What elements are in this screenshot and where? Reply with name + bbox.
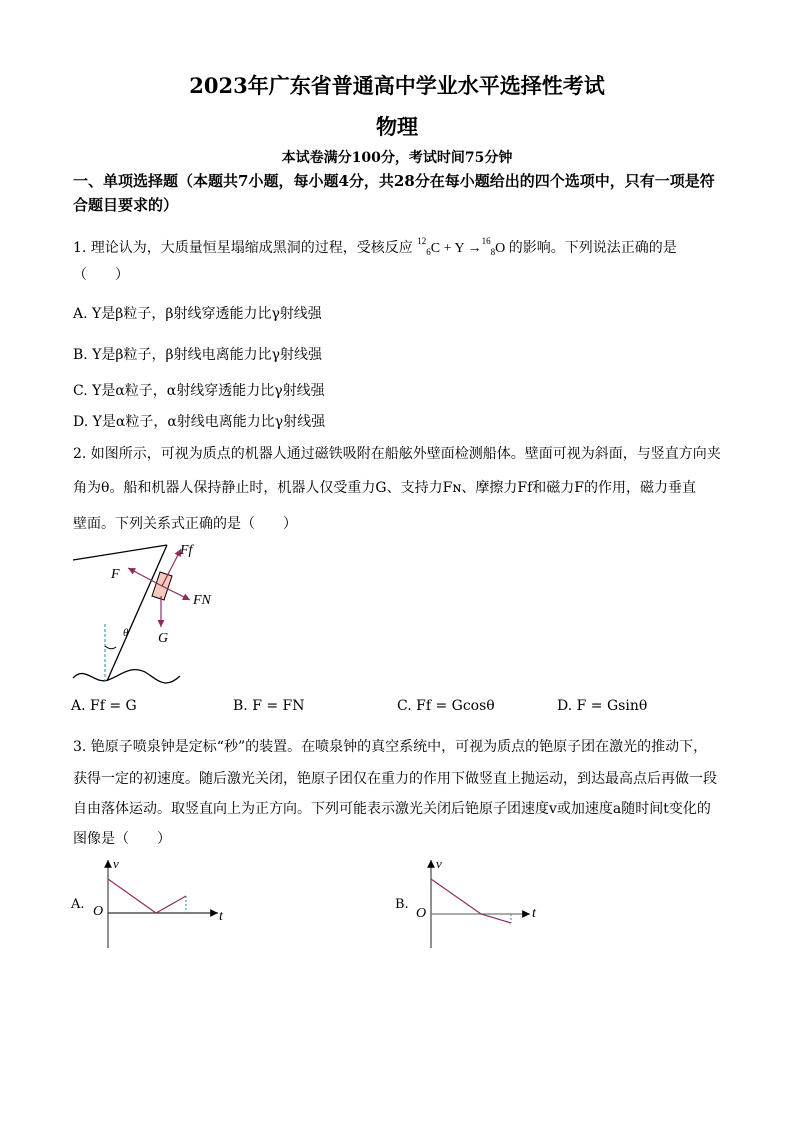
graph-a-v: v bbox=[113, 856, 119, 871]
graph-a-label[interactable]: A. bbox=[71, 897, 85, 912]
q2-line-2: 角为θ。船和机器人保持静止时，机器人仅受重力G、支持力Fɴ、摩擦力Ff和磁力F的作用，磁力垂直 bbox=[73, 480, 696, 496]
o-num: 8 bbox=[490, 247, 496, 257]
q1-stem-text-2: 的影响。下列说法正确的是 bbox=[508, 240, 677, 256]
q3-line-4: 图像是（ ） bbox=[73, 831, 171, 847]
water-wave bbox=[73, 670, 180, 683]
q3-line-1: 3. 铯原子喷泉钟是定标“秒”的装置。在喷泉钟的真空系统中，可视为质点的铯原子团在激光的推动下， bbox=[73, 739, 708, 755]
exam-info: 本试卷满分100分，考试时间75分钟 bbox=[281, 150, 513, 166]
q3-line-2: 获得一定的初速度。随后激光关闭，铯原子团仅在重力的作用下做竖直上抛运动，到达最高点后再做一段 bbox=[73, 771, 717, 787]
graph-a-t: t bbox=[219, 909, 223, 924]
q1-option-b[interactable]: B. Y是β粒子，β射线电离能力比γ射线强 bbox=[73, 347, 322, 363]
c-mass: 12 bbox=[417, 236, 427, 246]
hull-top-line bbox=[73, 545, 167, 560]
q1-option-d[interactable]: D. Y是α粒子，α射线电离能力比γ射线强 bbox=[73, 414, 326, 430]
c-num: 6 bbox=[426, 247, 431, 257]
o-symbol: O bbox=[495, 241, 506, 256]
label-g: G bbox=[158, 631, 169, 646]
graph-b-v: v bbox=[436, 856, 442, 871]
c-symbol: C bbox=[430, 241, 441, 256]
q1-option-a[interactable]: A. Y是β粒子，β射线穿透能力比γ射线强 bbox=[73, 306, 322, 322]
q2-option-b[interactable]: B. F = FN bbox=[233, 698, 305, 714]
label-ff: Ff bbox=[180, 543, 193, 558]
reaction-mid: + Y → bbox=[443, 241, 482, 256]
q3-line-3: 自由落体运动。取竖直向上为正方向。下列可能表示激光关闭后铯原子团速度v或加速度a随时间t变化的 bbox=[73, 801, 711, 817]
graph-b-line bbox=[431, 879, 511, 923]
q2-line-1: 2. 如图所示，可视为质点的机器人通过磁铁吸附在船舷外壁面检测船体。壁面可视为斜面，与竖直方向夹 bbox=[73, 446, 721, 462]
graph-b-label[interactable]: B. bbox=[395, 897, 409, 912]
graph-b-origin: O bbox=[416, 906, 427, 921]
hull-wall-line bbox=[107, 545, 167, 681]
q2-option-a[interactable]: A. Ff = G bbox=[71, 698, 137, 714]
q2-line-3: 壁面。下列关系式正确的是（ ） bbox=[73, 516, 297, 532]
theta-arc bbox=[105, 646, 116, 649]
section-heading: 一、单项选择题（本题共7小题，每小题4分，共28分在每小题给出的四个选项中，只有一项是符合题目要求的） bbox=[73, 172, 715, 214]
q1-stem-text: 1. 理论认为，大质量恒星塌缩成黑洞的过程，受核反应 bbox=[73, 240, 413, 256]
graph-a-line bbox=[108, 879, 186, 913]
exam-title: 2023年广东省普通高中学业水平选择性考试 bbox=[189, 73, 605, 98]
o-mass: 16 bbox=[481, 236, 491, 246]
label-f: F bbox=[111, 567, 120, 582]
q1-paren: （ ） bbox=[73, 267, 129, 283]
magnetic-force-arrow bbox=[128, 568, 162, 586]
friction-arrow bbox=[162, 549, 181, 586]
graph-a-origin: O bbox=[93, 904, 104, 919]
q2-option-d[interactable]: D. F = Gsinθ bbox=[557, 698, 648, 714]
graph-b-t: t bbox=[532, 906, 536, 921]
q1-option-c[interactable]: C. Y是α粒子，α射线穿透能力比γ射线强 bbox=[73, 383, 325, 399]
label-fn: FN bbox=[193, 593, 211, 608]
label-theta: θ bbox=[123, 627, 129, 639]
q2-option-c[interactable]: C. Ff = Gcosθ bbox=[397, 698, 495, 714]
subject-title: 物理 bbox=[376, 114, 418, 139]
